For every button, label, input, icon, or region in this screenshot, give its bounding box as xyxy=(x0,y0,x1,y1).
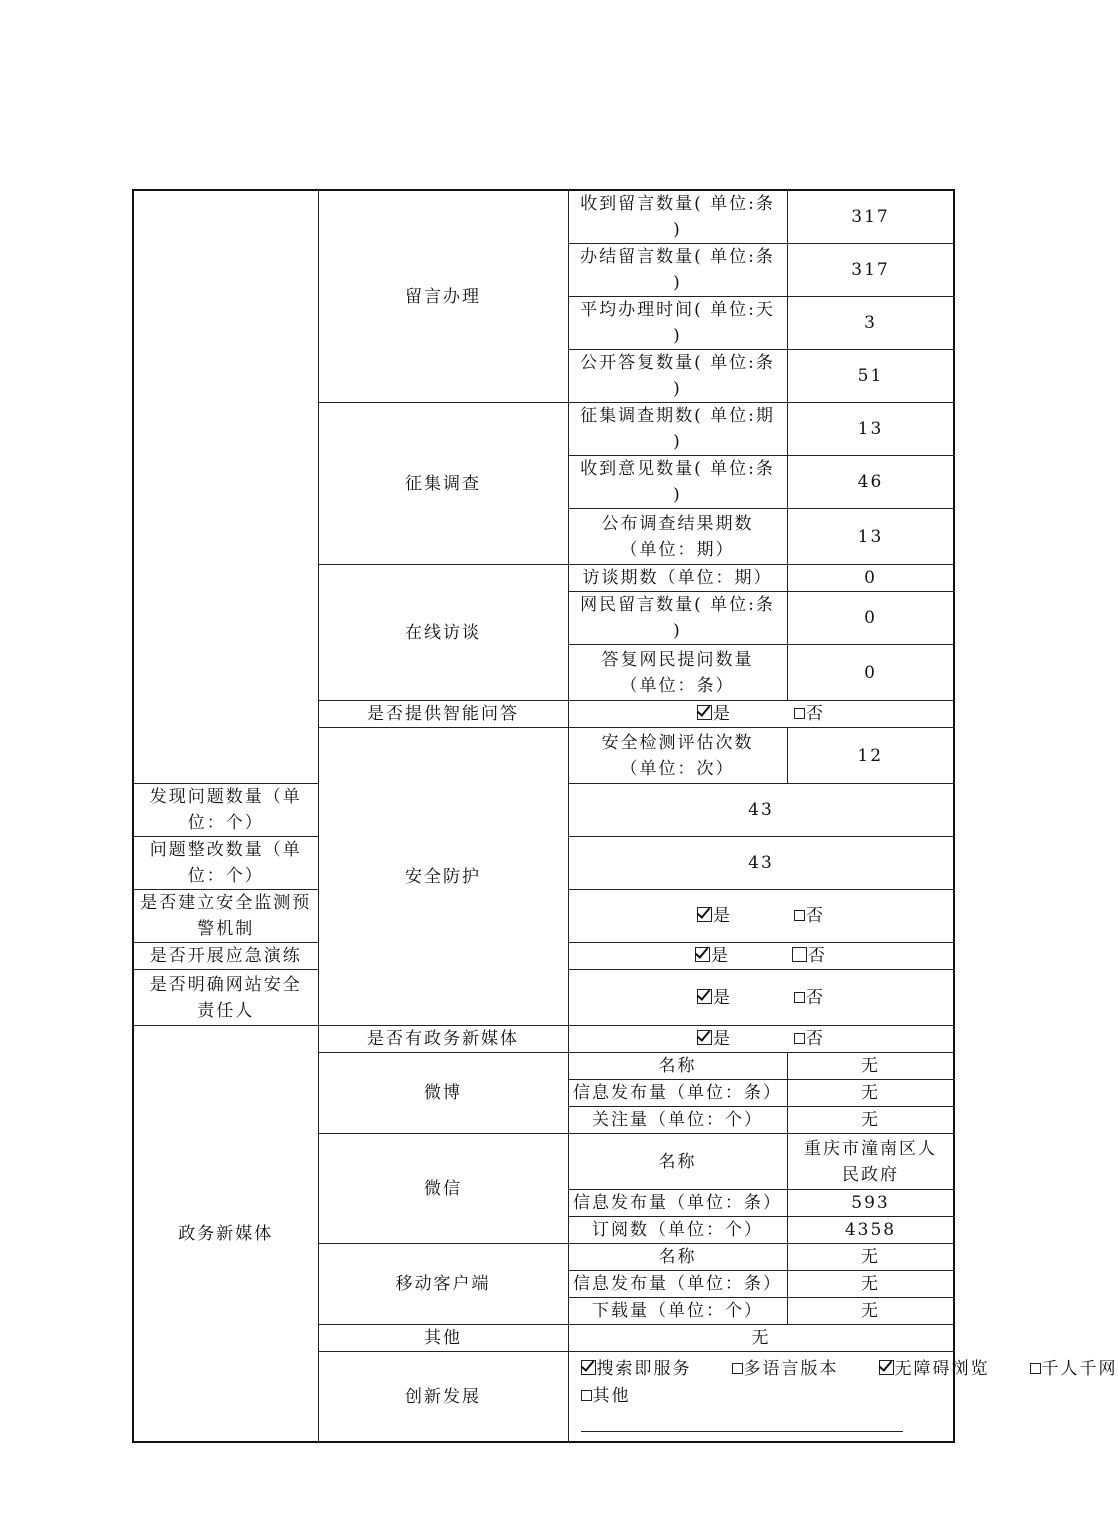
field-label: 名称 xyxy=(568,1134,787,1190)
field-label-line1: 安全检测评估次数 xyxy=(601,732,754,753)
field-label: 问题整改数量（单位：个） xyxy=(133,837,318,890)
field-label: 征集调查期数( 单位:期 ) xyxy=(568,403,787,456)
field-label: 平均办理时间( 单位:天 ) xyxy=(568,297,787,350)
field-label: 订阅数（单位：个） xyxy=(568,1217,787,1244)
field-label xyxy=(568,509,787,565)
field-value: 13 xyxy=(787,403,954,456)
field-value: 317 xyxy=(787,190,954,244)
option-label: 千人千网 xyxy=(1041,1359,1118,1379)
field-label: 信息发布量（单位：条） xyxy=(568,1271,787,1298)
checkbox-icon[interactable] xyxy=(794,708,805,719)
field-label: 名称 xyxy=(568,1244,787,1271)
field-label xyxy=(133,970,318,1026)
field-label: 是否开展应急演练 xyxy=(133,943,318,970)
field-label: 收到意见数量( 单位:条 ) xyxy=(568,456,787,509)
innovation-options xyxy=(568,1352,1118,1443)
yesno-responsible xyxy=(568,970,954,1026)
section-new-media: 政务新媒体 xyxy=(133,1026,318,1443)
field-value: 0 xyxy=(787,645,954,701)
field-value: 46 xyxy=(787,456,954,509)
no-label: 否 xyxy=(808,946,827,966)
field-value: 无 xyxy=(787,1298,954,1325)
option-label: 多语言版本 xyxy=(743,1359,839,1379)
checkbox-icon[interactable] xyxy=(732,1363,743,1374)
label-weibo: 微博 xyxy=(318,1053,568,1134)
label-interview: 在线访谈 xyxy=(318,565,568,701)
field-value: 43 xyxy=(568,784,954,837)
checked-box-icon[interactable] xyxy=(879,1360,894,1375)
field-label-line1: 答复网民提问数量 xyxy=(601,649,754,670)
field-value: 593 xyxy=(787,1190,954,1217)
yesno-smart-qa xyxy=(568,701,954,728)
field-label: 访谈期数（单位：期） xyxy=(568,565,787,592)
yesno-drill xyxy=(568,943,954,970)
field-value: 317 xyxy=(787,244,954,297)
yes-label: 是 xyxy=(713,1029,732,1049)
no-label: 否 xyxy=(806,987,825,1008)
label-survey: 征集调查 xyxy=(318,403,568,565)
option-label: 搜索即服务 xyxy=(596,1359,692,1379)
yesno-warning xyxy=(568,890,954,943)
field-label: 收到留言数量( 单位:条 ) xyxy=(568,190,787,244)
field-label: 下载量（单位：个） xyxy=(568,1298,787,1325)
field-label-line2: （单位：次） xyxy=(620,758,735,779)
no-label: 否 xyxy=(806,1029,825,1049)
fill-in-blank[interactable] xyxy=(581,1413,903,1432)
field-value-line2: 民政府 xyxy=(842,1164,899,1185)
field-value: 3 xyxy=(787,297,954,350)
checkbox-icon[interactable] xyxy=(794,1033,805,1044)
section-cell-interaction xyxy=(133,190,318,784)
field-label: 是否建立安全监测预警机制 xyxy=(133,890,318,943)
field-value: 无 xyxy=(787,1244,954,1271)
field-value: 12 xyxy=(787,728,954,784)
no-label: 否 xyxy=(806,906,825,926)
checkbox-icon[interactable] xyxy=(794,910,805,921)
field-label-line2: （单位：期） xyxy=(620,539,735,560)
label-smart-qa: 是否提供智能问答 xyxy=(318,701,568,728)
yesno-new-media xyxy=(568,1026,954,1053)
report-table xyxy=(132,189,1118,1443)
field-value xyxy=(787,1134,954,1190)
label-other-media: 其他 xyxy=(318,1325,568,1352)
field-value: 0 xyxy=(787,565,954,592)
checked-box-icon[interactable] xyxy=(697,989,712,1004)
checked-box-icon[interactable] xyxy=(697,705,712,720)
field-value-line1: 重庆市潼南区人 xyxy=(804,1138,937,1159)
field-label: 网民留言数量( 单位:条 ) xyxy=(568,592,787,645)
checkbox-icon[interactable] xyxy=(581,1390,592,1401)
field-value: 无 xyxy=(787,1053,954,1080)
yes-label: 是 xyxy=(713,704,732,724)
field-label: 是否有政务新媒体 xyxy=(318,1026,568,1053)
option-label: 无障碍浏览 xyxy=(894,1359,990,1379)
checked-box-icon[interactable] xyxy=(697,1030,712,1045)
field-value: 51 xyxy=(787,350,954,403)
section-innovation: 创新发展 xyxy=(318,1352,568,1443)
field-label xyxy=(568,645,787,701)
field-value: 无 xyxy=(787,1080,954,1107)
field-label: 名称 xyxy=(568,1053,787,1080)
field-label-line2: （单位：条） xyxy=(620,675,735,696)
checkbox-icon[interactable] xyxy=(794,992,805,1003)
yes-label: 是 xyxy=(711,946,730,966)
field-label: 办结留言数量( 单位:条 ) xyxy=(568,244,787,297)
field-label: 信息发布量（单位：条） xyxy=(568,1190,787,1217)
field-label: 发现问题数量（单位：个） xyxy=(133,784,318,837)
checked-box-icon[interactable] xyxy=(695,947,710,962)
field-label: 信息发布量（单位：条） xyxy=(568,1080,787,1107)
label-message-handling: 留言办理 xyxy=(318,190,568,403)
field-value: 无 xyxy=(568,1325,954,1352)
yes-label: 是 xyxy=(713,906,732,926)
field-label-line2: 责任人 xyxy=(197,1000,255,1021)
field-value: 13 xyxy=(787,509,954,565)
field-label-line1: 公布调查结果期数 xyxy=(601,513,754,534)
checkbox-icon[interactable] xyxy=(1030,1363,1041,1374)
field-label xyxy=(568,728,787,784)
checked-box-icon[interactable] xyxy=(581,1360,596,1375)
label-mobile-app: 移动客户端 xyxy=(318,1244,568,1325)
field-value: 无 xyxy=(787,1107,954,1134)
checkbox-icon[interactable] xyxy=(792,947,807,962)
field-label-line1: 是否明确网站安全 xyxy=(149,974,302,995)
field-label: 公开答复数量( 单位:条 ) xyxy=(568,350,787,403)
no-label: 否 xyxy=(806,704,825,724)
field-value: 0 xyxy=(787,592,954,645)
yes-label: 是 xyxy=(713,987,732,1008)
option-label: 其他 xyxy=(592,1386,631,1406)
field-value: 43 xyxy=(568,837,954,890)
field-value: 无 xyxy=(787,1271,954,1298)
label-wechat: 微信 xyxy=(318,1134,568,1244)
field-label: 关注量（单位：个） xyxy=(568,1107,787,1134)
field-value: 4358 xyxy=(787,1217,954,1244)
section-security: 安全防护 xyxy=(318,728,568,1026)
checked-box-icon[interactable] xyxy=(697,907,712,922)
